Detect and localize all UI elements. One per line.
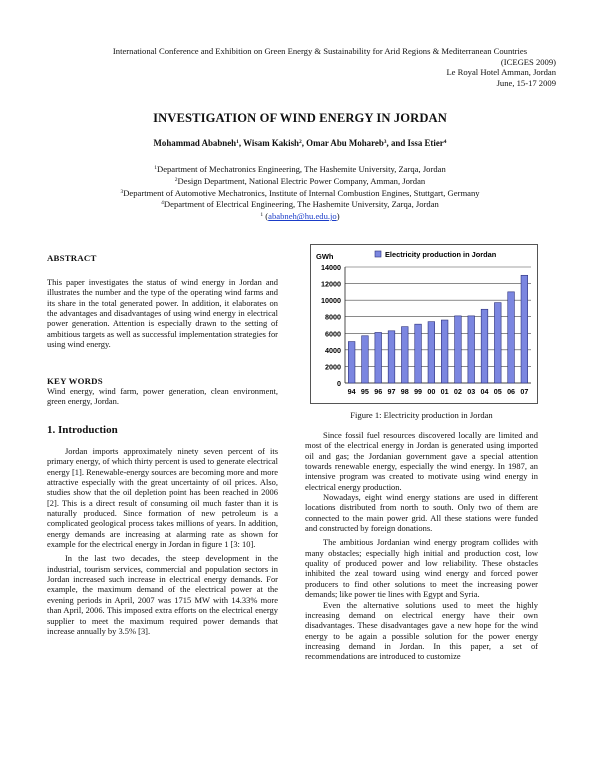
bar: [468, 316, 475, 383]
abstract-section: [47, 253, 278, 349]
bar: [455, 316, 462, 383]
affiliation-line: $^3$Department of Automotive Mechatronics, Institute of Internal Combustion Engines, Stuttgart, Germany: [120, 187, 480, 198]
bar: [401, 327, 408, 383]
affiliation-list: [0, 163, 600, 222]
keywords-text: Wind energy, wind farm, power generation, clean environment, green energy, Jordan.: [47, 386, 278, 407]
introduction-section: [47, 424, 278, 636]
y-tick-label: 12000: [321, 279, 341, 289]
figure-caption: Figure 1: Electricity production in Jordan: [350, 410, 493, 420]
y-tick-label: 8000: [325, 312, 341, 322]
chart-svg: [311, 245, 537, 403]
keywords-section: [47, 376, 278, 407]
bar: [415, 324, 422, 383]
keywords-heading: KEY WORDS: [47, 376, 103, 386]
author-affiliation-mark: 2: [298, 139, 302, 145]
right-paragraph-2: Nowadays, eight wind energy stations are used in different locations distributed from north to south. Only two of them are connected to the main power grid. All these stations were funded and constructed by foreign donations.: [305, 492, 538, 534]
x-tick-label: 01: [440, 387, 449, 396]
bar: [441, 320, 448, 383]
x-tick-label: 02: [453, 387, 462, 396]
x-tick-label: 05: [493, 387, 502, 396]
x-tick-label: 06: [507, 387, 516, 396]
affiliation-line: $^2$Design Department, National Electric Power Company, Amman, Jordan: [174, 175, 426, 186]
right-paragraph-3: The ambitious Jordanian wind energy program collides with many obstacles; especially high initial and production cost, low quality of produced power and low reliability. These obstacles inhibited the zeal toward using wind energy and forced power producers to find other solutions to meet the increasing power demands; like power tie lines with Egypt and Syria.: [305, 537, 538, 600]
x-tick-label: 04: [480, 387, 489, 396]
author-affiliation-mark: 1: [236, 139, 239, 145]
right-paragraph-1: Since fossil fuel resources discovered locally are limited and most of the electrical energy in Jordan is generated using imported oil and gas; the Jordanian government gave a special attention towards renewable energy, especially the wind energy. In 1987, an intensive program was created to motivate using wind energy in electrical energy production.: [305, 430, 538, 492]
bar: [521, 275, 528, 383]
electricity-chart: [310, 244, 538, 404]
y-unit-label: GWh: [316, 252, 334, 261]
bar: [348, 342, 355, 383]
x-tick-label: 00: [427, 387, 436, 396]
affiliation-line: $^4$Department of Electrical Engineering, The Hashemite University, Zarqa, Jordan: [161, 199, 439, 210]
x-tick-label: 07: [520, 387, 529, 396]
bar: [494, 303, 501, 383]
author-name: Mohammad Ababneh: [153, 138, 237, 148]
x-tick-label: 99: [414, 387, 423, 396]
y-tick-label: 0: [337, 379, 341, 388]
abstract-text: This paper investigates the status of wind energy in Jordan and illustrates the number and the type of the operating wind farms and its share in the total generated power. In addition, it elaborates on the advantages and disadvantages of using wind energy in electrical power generation. Attention is especially drawn to the setting of ambitious targets as well as successful implementation strategies for using wind energy.: [47, 277, 278, 350]
bar: [388, 331, 395, 383]
legend-swatch: [375, 251, 381, 257]
bar: [508, 292, 515, 383]
author-name: Omar Abu Mohareb: [306, 138, 384, 148]
bar: [481, 309, 488, 383]
right-column-text: [305, 430, 538, 662]
abstract-heading: ABSTRACT: [47, 253, 97, 263]
right-paragraph-4: Even the alternative solutions used to meet the highly increasing demand on electrical energy have their own disadvantages. These disadvantages gave a new hope for the wind energy to be again a possible solution for the power energy increasing demand in Jordan. In this paper, a set of recommendations are introduced to customize: [305, 599, 538, 662]
x-tick-label: 03: [467, 387, 476, 396]
legend-label: Electricity production in Jordan: [385, 250, 497, 259]
x-tick-label: 97: [387, 387, 396, 396]
x-tick-label: 98: [400, 387, 409, 396]
conference-abbrev: (ICEGES 2009): [500, 56, 556, 67]
x-tick-label: 95: [360, 387, 369, 396]
email-link[interactable]: ababneh@hu.edu.jo: [268, 211, 337, 222]
y-tick-label: 10000: [321, 296, 341, 306]
conference-date: June, 15-17 2009: [496, 77, 556, 88]
author-name: Issa Etier: [407, 138, 444, 148]
x-tick-label: 96: [374, 387, 383, 396]
conference-name: International Conference and Exhibition on Green Energy & Sustainability for Arid Regions & Mediterranean Countries: [112, 46, 528, 56]
author-affiliation-mark: 3: [383, 139, 387, 145]
x-tick-label: 94: [347, 387, 356, 396]
conference-venue: Le Royal Hotel Amman, Jordan: [446, 67, 556, 78]
y-tick-label: 6000: [325, 329, 341, 339]
email-line: $^1$ (ababneh@hu.edu.jo): [260, 211, 340, 222]
affiliation-line: $^1$Department of Mechatronics Engineering, The Hashemite University, Zarqa, Jordan: [154, 164, 446, 174]
paper-title: INVESTIGATION OF WIND ENERGY IN JORDAN: [153, 111, 447, 125]
conference-header: [60, 46, 556, 88]
bar: [375, 332, 382, 383]
introduction-heading: 1. Introduction: [47, 424, 118, 436]
y-tick-label: 2000: [325, 362, 341, 372]
intro-paragraph-2: In the last two decades, the steep development in the industrial, tourism services, commercial and population sectors in Jordan increased such increase in electrical energy demands. For example, the maximum demand of the electrical power at the evening periods in April, 2007 was 1715 MW with 14.33% more than April, 2006. This imposed extra efforts on the electrical energy supplier to meet the maximum required power demands that increase annually by 3.5% [3].: [47, 553, 278, 636]
bar: [428, 322, 435, 383]
author-name: Wisam Kakish: [243, 138, 299, 148]
bar: [362, 336, 369, 383]
author-affiliation-mark: 4: [443, 139, 447, 145]
y-tick-label: 4000: [325, 345, 341, 355]
intro-paragraph-1: Jordan imports approximately ninety seven percent of its primary energy, of which thirty percent is used to generate electrical energy [1]. Renewable-energy sources are becoming more and more attractive especially with the great uncertainty of oil prices. Also, studies show that the oil depletion point has been reached in 2006 [2]. This is a direct result of consuming oil much faster than it is naturally produced. Since formation of new petroleum is a complicated geological process takes millions of years. In addition, energy demands are increasing at alarming rate as shown for example for the electrical energy in Jordan in figure 1 [3: 10].: [47, 446, 278, 550]
y-tick-label: 14000: [321, 263, 341, 272]
author-list: Mohammad Ababneh$^1$, Wisam Kakish$^2$, Omar Abu Mohareb$^3$, and Issa Etier$^4$: [153, 138, 447, 148]
